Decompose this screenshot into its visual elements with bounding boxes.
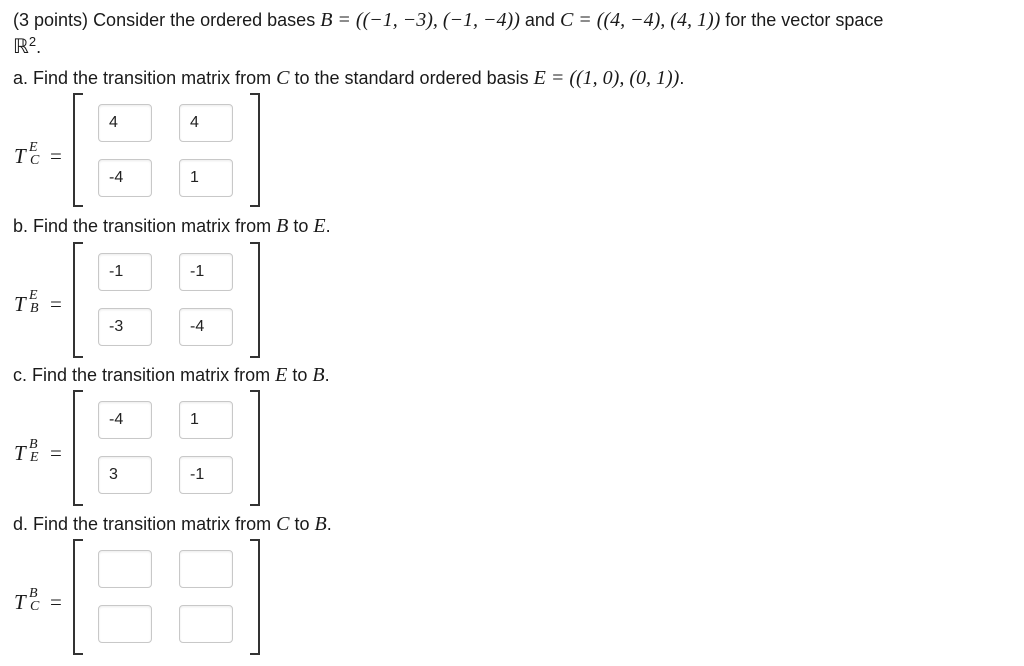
part-d-prompt (13, 513, 332, 536)
vector-space-exponent: 2 (28, 34, 37, 49)
label-equals: = (50, 441, 62, 465)
basis-c-definition: C = ((4, −4), (4, 1)) (559, 9, 721, 31)
matrix-a-cell-1-2[interactable]: 4 (179, 104, 233, 142)
matrix-label-b (14, 288, 74, 318)
label-sup: E (29, 288, 38, 303)
prompt-from: C (276, 513, 290, 535)
right-bracket (250, 93, 260, 207)
matrix-b-cell-1-1[interactable]: -1 (98, 253, 152, 291)
left-bracket (73, 390, 83, 506)
prompt-to: B (312, 364, 325, 386)
label-sub: C (30, 153, 40, 168)
intro-text: Consider the ordered bases (93, 10, 316, 30)
matrix-label-a (14, 140, 74, 170)
label-t: T (14, 441, 26, 465)
prompt-to: E (313, 215, 326, 237)
matrix-a-cell-1-1[interactable]: 4 (98, 104, 152, 142)
prompt-end: . (325, 216, 331, 236)
matrix-d-cell-1-1[interactable] (98, 550, 152, 588)
basis-b-definition: B = ((−1, −3), (−1, −4)) (320, 9, 520, 31)
prompt-prefix: b. Find the transition matrix from (13, 216, 272, 236)
label-sub: E (30, 450, 39, 465)
prompt-from: C (276, 67, 290, 89)
prompt-to-text: to (293, 216, 309, 236)
prompt-to-text: to (294, 514, 310, 534)
left-bracket (73, 93, 83, 207)
label-t: T (14, 144, 26, 168)
label-equals: = (50, 144, 62, 168)
right-bracket (250, 539, 260, 655)
left-bracket (73, 242, 83, 358)
matrix-label-c (14, 437, 74, 467)
left-bracket (73, 539, 83, 655)
intro-text-2: for the vector space (725, 10, 884, 30)
matrix-d-cell-2-1[interactable] (98, 605, 152, 643)
label-equals: = (50, 590, 62, 614)
matrix-b-cell-1-2[interactable]: -1 (179, 253, 233, 291)
matrix-b-cell-2-2[interactable]: -4 (179, 308, 233, 346)
part-c-prompt (13, 364, 330, 387)
label-equals: = (50, 292, 62, 316)
prompt-prefix: d. Find the transition matrix from (13, 514, 272, 534)
right-bracket (250, 242, 260, 358)
matrix-a-cell-2-2[interactable]: 1 (179, 159, 233, 197)
label-sup: B (29, 586, 38, 601)
prompt-end: . (679, 68, 685, 88)
matrix-c-cell-2-2[interactable]: -1 (179, 456, 233, 494)
prompt-to-text: to (292, 365, 308, 385)
prompt-to: E = ((1, 0), (0, 1)) (533, 67, 680, 89)
prompt-end: . (326, 514, 332, 534)
vector-space-symbol: ℝ (13, 36, 29, 58)
part-a-prompt (13, 67, 684, 90)
prompt-to: B (314, 513, 327, 535)
matrix-c-cell-1-1[interactable]: -4 (98, 401, 152, 439)
matrix-c-cell-2-1[interactable]: 3 (98, 456, 152, 494)
label-sub: B (30, 301, 39, 316)
prompt-end: . (324, 365, 330, 385)
label-t: T (14, 292, 26, 316)
matrix-label-d (14, 586, 74, 616)
prompt-from: B (276, 215, 289, 237)
period: . (36, 37, 42, 57)
matrix-c-cell-1-2[interactable]: 1 (179, 401, 233, 439)
prompt-from: E (275, 364, 288, 386)
label-sup: E (29, 140, 38, 155)
part-b-prompt (13, 215, 331, 238)
matrix-b-cell-2-1[interactable]: -3 (98, 308, 152, 346)
label-sup: B (29, 437, 38, 452)
label-sub: C (30, 599, 40, 614)
matrix-d-cell-2-2[interactable] (179, 605, 233, 643)
vector-space (13, 34, 41, 59)
problem-statement (13, 9, 883, 32)
matrix-d-cell-1-2[interactable] (179, 550, 233, 588)
right-bracket (250, 390, 260, 506)
matrix-a-cell-2-1[interactable]: -4 (98, 159, 152, 197)
prompt-prefix: a. Find the transition matrix from (13, 68, 272, 88)
prompt-to-text: to the standard ordered basis (294, 68, 529, 88)
points-label: (3 points) (13, 10, 89, 30)
and-text: and (524, 10, 555, 30)
prompt-prefix: c. Find the transition matrix from (13, 365, 271, 385)
label-t: T (14, 590, 26, 614)
